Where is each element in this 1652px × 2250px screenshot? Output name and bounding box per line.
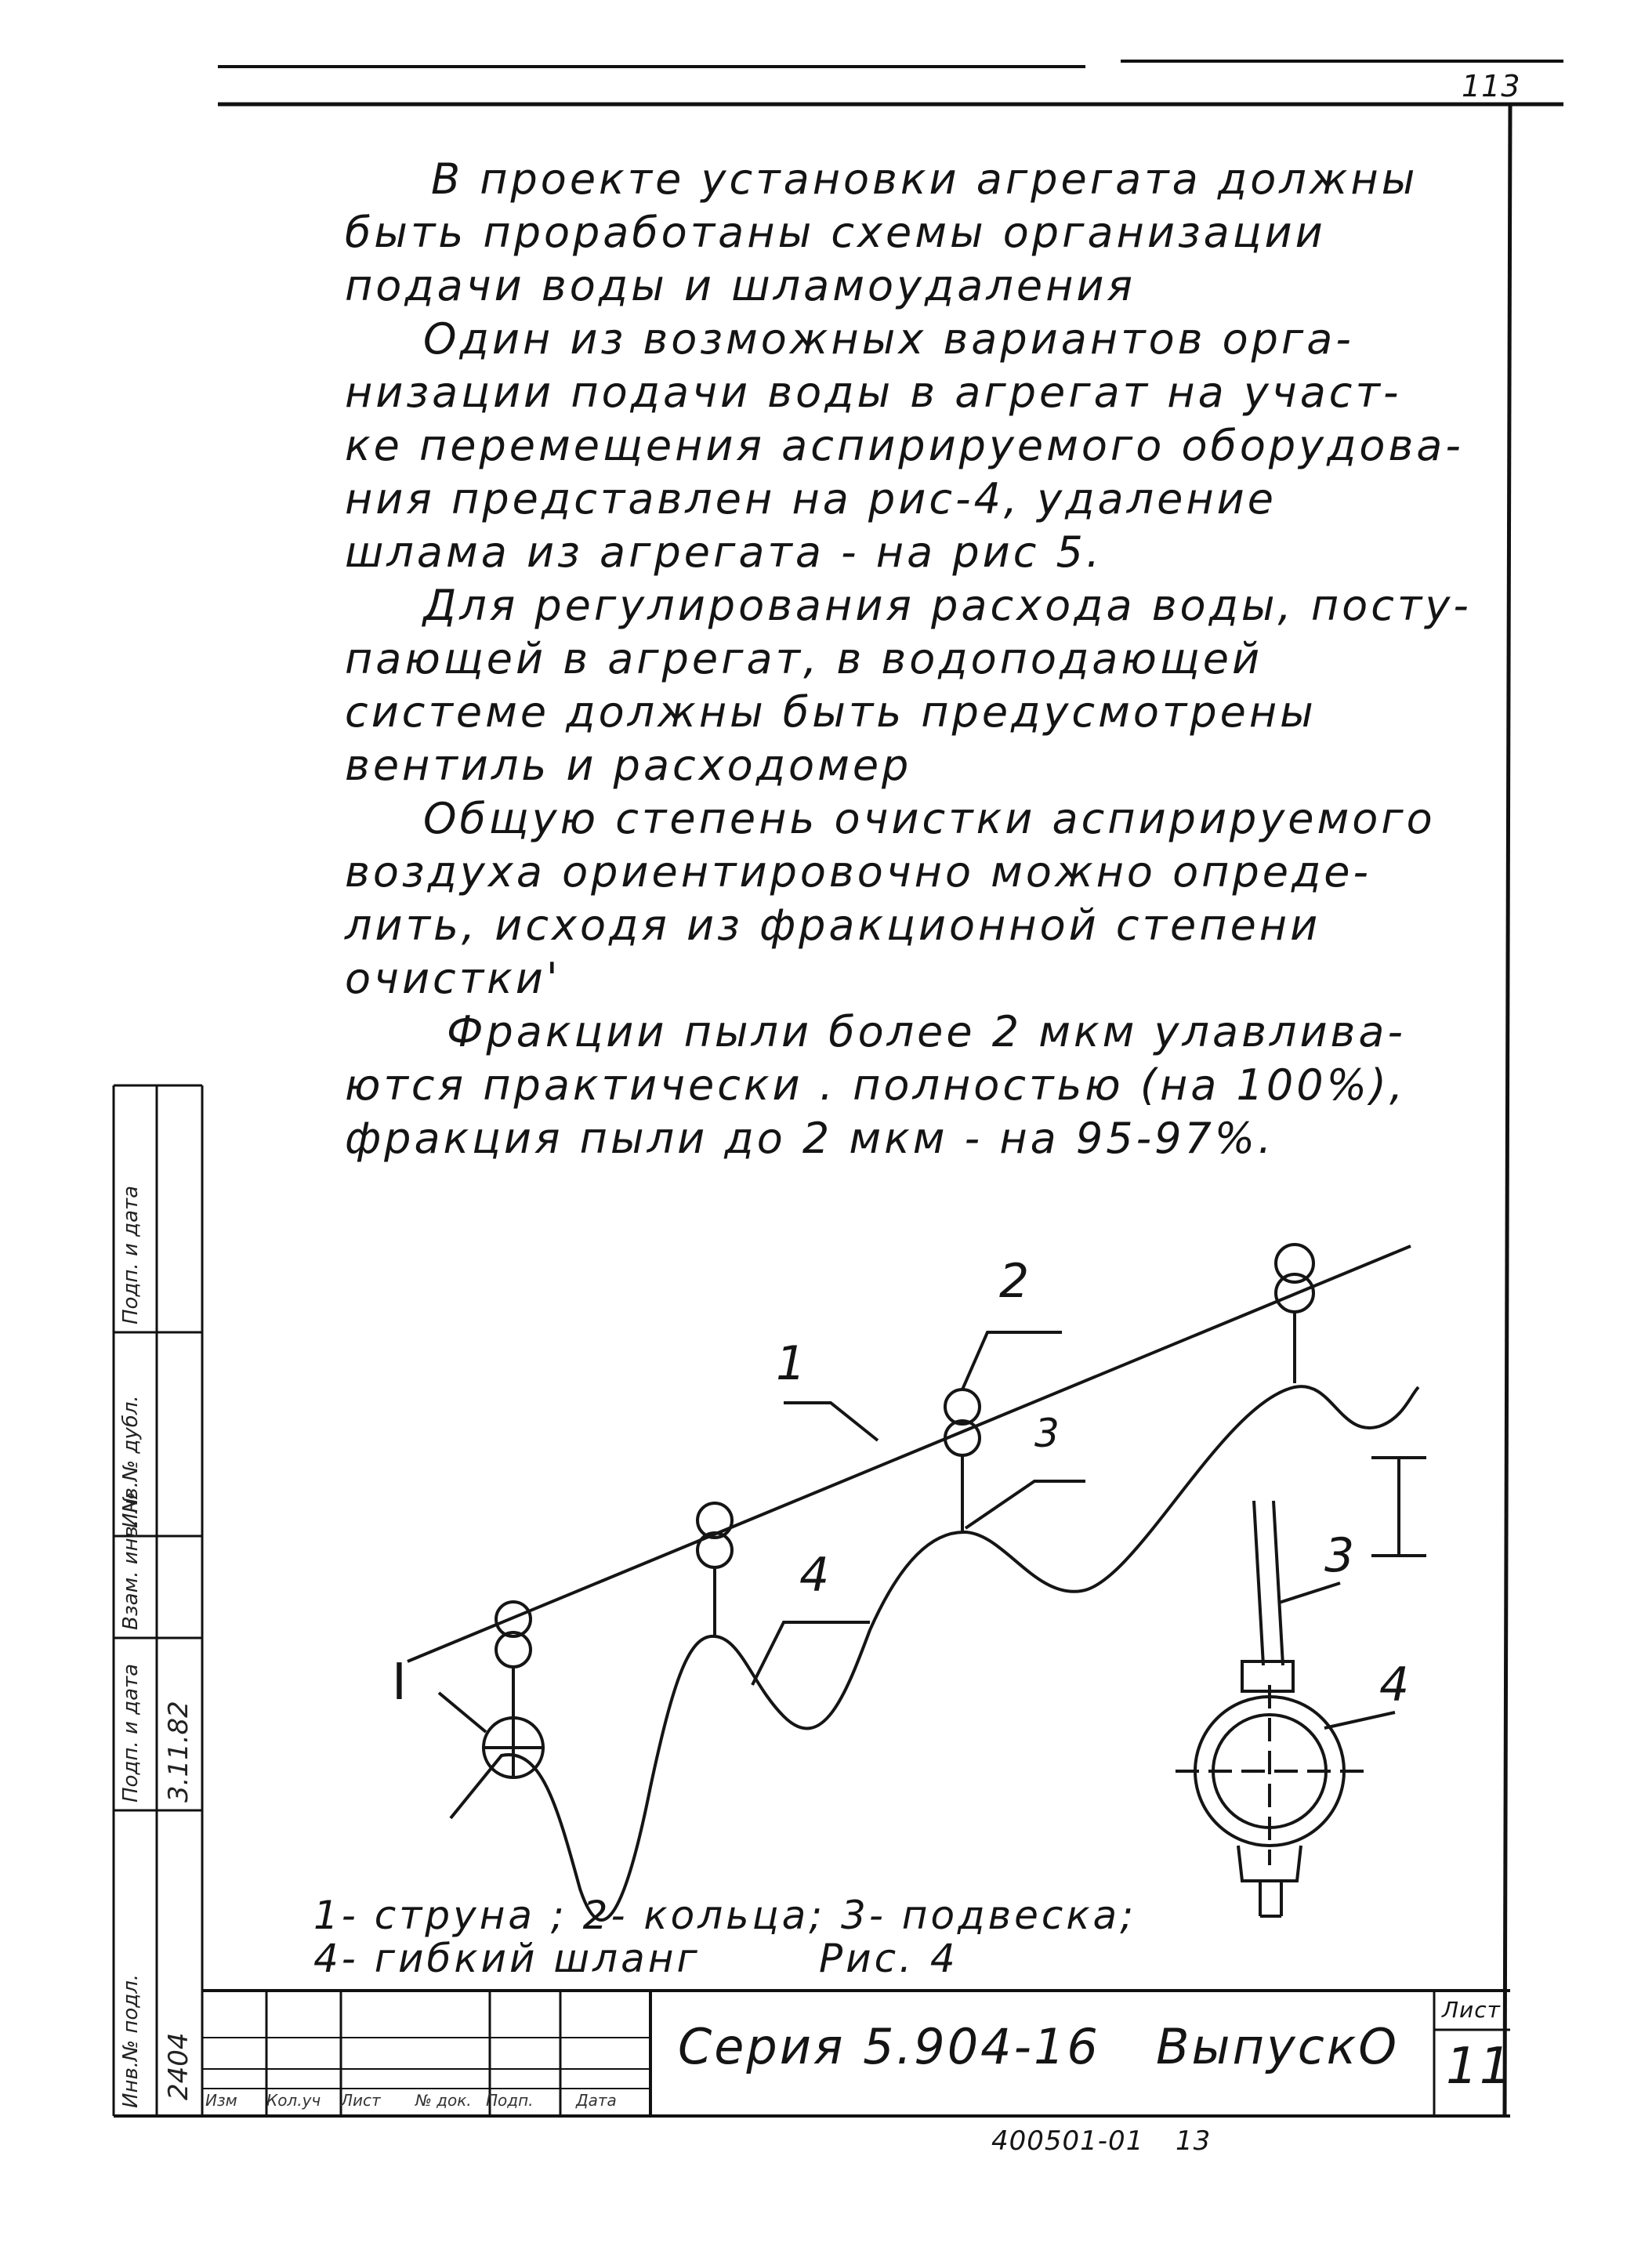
figure-caption-line2: 4- гибкий шланг <box>313 1936 701 1981</box>
side-date-value: 3.11.82 <box>163 1701 194 1803</box>
sheet-number: 11 <box>1446 2038 1513 2096</box>
ring <box>1276 1245 1313 1282</box>
sheet-label: Лист <box>1442 1997 1501 2023</box>
figure-caption-line1: 1- струна ; 2- кольца; 3- подвеска; <box>313 1893 1137 1938</box>
text-line: ются практически . полностью (на 100%), <box>345 1060 1407 1110</box>
text-line: Один из возможных вариантов орга- <box>423 314 1354 364</box>
text-line: фракция пыли до 2 мкм - на 95-97%. <box>345 1114 1275 1163</box>
leader-3 <box>965 1481 1085 1528</box>
cell-doc: № док. <box>415 2091 472 2110</box>
flexible-hose <box>451 1386 1418 1920</box>
text-line: подачи воды и шламоудаления <box>345 261 1136 310</box>
label-hose-detail: 4 <box>1379 1658 1413 1712</box>
side-field-inv-podl: Инв.№ подл. <box>119 1973 143 2108</box>
cell-podp: Подп. <box>486 2091 534 2110</box>
text-line: В проекте установки агрегата должны <box>431 154 1418 204</box>
figure-title: Рис. 4 <box>819 1936 958 1981</box>
text-line: лить, исходя из фракционной степени <box>345 900 1321 950</box>
text-line: очистки' <box>345 954 561 1003</box>
text-line: воздуха ориентировочно можно опреде- <box>345 847 1371 897</box>
text-line: ния представлен на рис-4, удаление <box>345 474 1277 524</box>
text-line: низации подачи воды в агрегат на участ- <box>345 368 1402 417</box>
leader-3-detail <box>1279 1583 1340 1603</box>
side-field-vzam-inv: Взам. инв. № <box>119 1491 143 1630</box>
text-line: шлама из агрегата - на рис 5. <box>345 527 1103 577</box>
text-line: ке перемещения аспирируемого оборудова- <box>345 421 1464 470</box>
text-line: пающей в агрегат, в водоподающей <box>345 634 1263 683</box>
page-number: 13 <box>1176 2125 1212 2157</box>
leader-1 <box>784 1403 878 1440</box>
label-hanger-detail: 3 <box>1324 1528 1358 1583</box>
text-line: Общую степень очистки аспирируемого <box>423 794 1436 843</box>
series-title: Серия 5.904-16 <box>678 2018 1100 2075</box>
text-line: быть проработаны схемы организации <box>345 208 1326 257</box>
text-line: вентиль и расходомер <box>345 741 912 790</box>
cell-list: Лист <box>341 2091 381 2110</box>
side-field-podp-data-2: Подп. и дата <box>119 1185 143 1324</box>
label-hose: 4 <box>799 1548 833 1603</box>
label-ring: 2 <box>999 1254 1033 1309</box>
label-section-left: I <box>392 1654 410 1712</box>
leader-2 <box>962 1332 1062 1389</box>
label-hanger: 3 <box>1034 1411 1063 1456</box>
title-block-bottom-cells <box>205 2091 650 2113</box>
issue-title: ВыпускО <box>1156 2018 1400 2075</box>
side-inv-value: 2404 <box>163 2032 194 2100</box>
label-string: 1 <box>776 1336 810 1391</box>
cell-kol-uch: Кол.уч <box>266 2091 321 2110</box>
text-line: системе должны быть предусмотрены <box>345 687 1317 737</box>
text-line: Для регулирования расхода воды, посту- <box>423 581 1472 630</box>
sheet-mark: 113 <box>1462 69 1521 103</box>
text-line: Фракции пыли более 2 мкм улавлива- <box>447 1007 1406 1056</box>
side-field-inv-dubl: Инв.№ дубл. <box>119 1395 143 1528</box>
ring <box>945 1389 980 1424</box>
cell-data: Дата <box>576 2091 617 2110</box>
leader-4-detail <box>1324 1712 1395 1728</box>
cell-izm: Изм <box>205 2091 237 2110</box>
side-field-podp-data: Подп. и дата <box>119 1663 143 1803</box>
doc-code: 400501-01 <box>991 2125 1144 2157</box>
